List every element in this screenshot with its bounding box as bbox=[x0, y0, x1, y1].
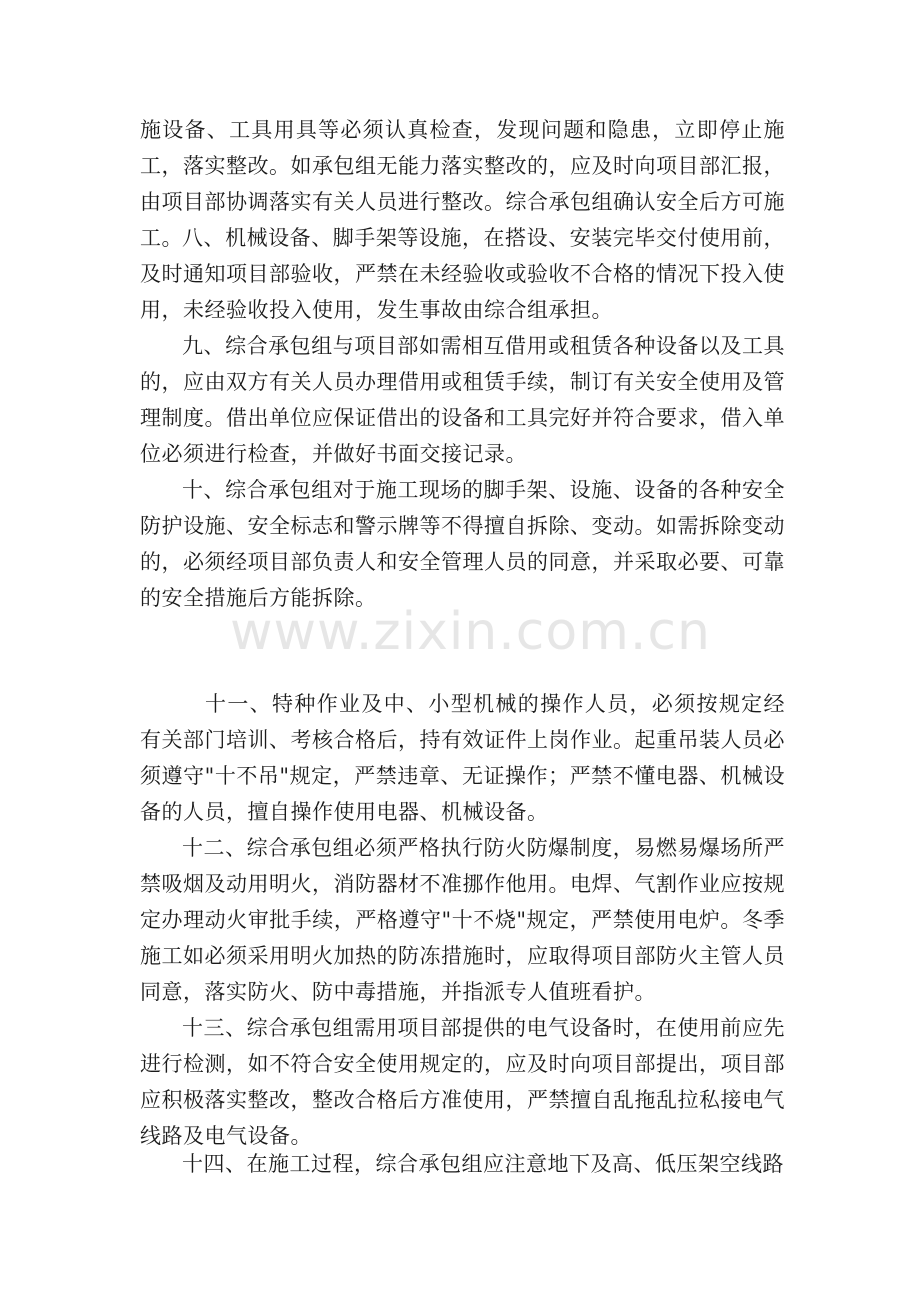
paragraph-item-11: 十一、特种作业及中、小型机械的操作人员，必须按规定经有关部门培训、考核合格后，持有效证件上岗作业。起重吊装人员必须遵守"十不吊"规定，严禁违章、无证操作；严禁不懂电器、机械设备的人员，擅自操作使用电器、机械设备。 bbox=[140, 692, 785, 824]
paragraph-continuation: 施设备、工具用具等必须认真检查，发现问题和隐患，立即停止施工，落实整改。如承包组无能力落实整改的，应及时向项目部汇报，由项目部协调落实有关人员进行整改。综合承包组确认安全后方可施工。 bbox=[140, 118, 785, 250]
paragraph-item-9: 九、综合承包组与项目部如需相互借用或租赁各种设备以及工具的，应由双方有关人员办理借用或租赁手续，制订有关安全使用及管理制度。借出单位应保证借出的设备和工具完好并符合要求，借入单位必须进行检查，并做好书面交接记录。 bbox=[140, 334, 785, 466]
paragraph-item-13: 十三、综合承包组需用项目部提供的电气设备时，在使用前应先进行检测，如不符合安全使用规定的，应及时向项目部提出，项目部应积极落实整改，整改合格后方准使用，严禁擅自乱拖乱拉私接电气线路及电气设备。 bbox=[140, 1016, 785, 1148]
paragraph-item-14: 十四、在施工过程，综合承包组应注意地下及高、低压架空线路 bbox=[182, 1152, 784, 1176]
paragraph-item-10: 十、综合承包组对于施工现场的脚手架、设施、设备的各种安全防护设施、安全标志和警示牌等不得擅自拆除、变动。如需拆除变动的，必须经项目部负责人和安全管理人员的同意，并采取必要、可靠的安全措施后方能拆除。 bbox=[140, 478, 785, 610]
watermark: www.zixin.com.cn bbox=[230, 602, 711, 662]
paragraph-item-12: 十二、综合承包组必须严格执行防火防爆制度，易燃易爆场所严禁吸烟及动用明火，消防器材不准挪作他用。电焊、气割作业应按规定办理动火审批手续，严格遵守"十不烧"规定，严禁使用电炉。冬季施工如必须采用明火加热的防冻措施时，应取得项目部防火主管人员同意，落实防火、防中毒措施，并指派专人值班看护。 bbox=[140, 836, 785, 1004]
paragraph-item-8: 八、机械设备、脚手架等设施，在搭设、安装完毕交付使用前，及时通知项目部验收，严禁在未经验收或验收不合格的情况下投入使用，未经验收投入使用，发生事故由综合组承担。 bbox=[140, 226, 785, 322]
